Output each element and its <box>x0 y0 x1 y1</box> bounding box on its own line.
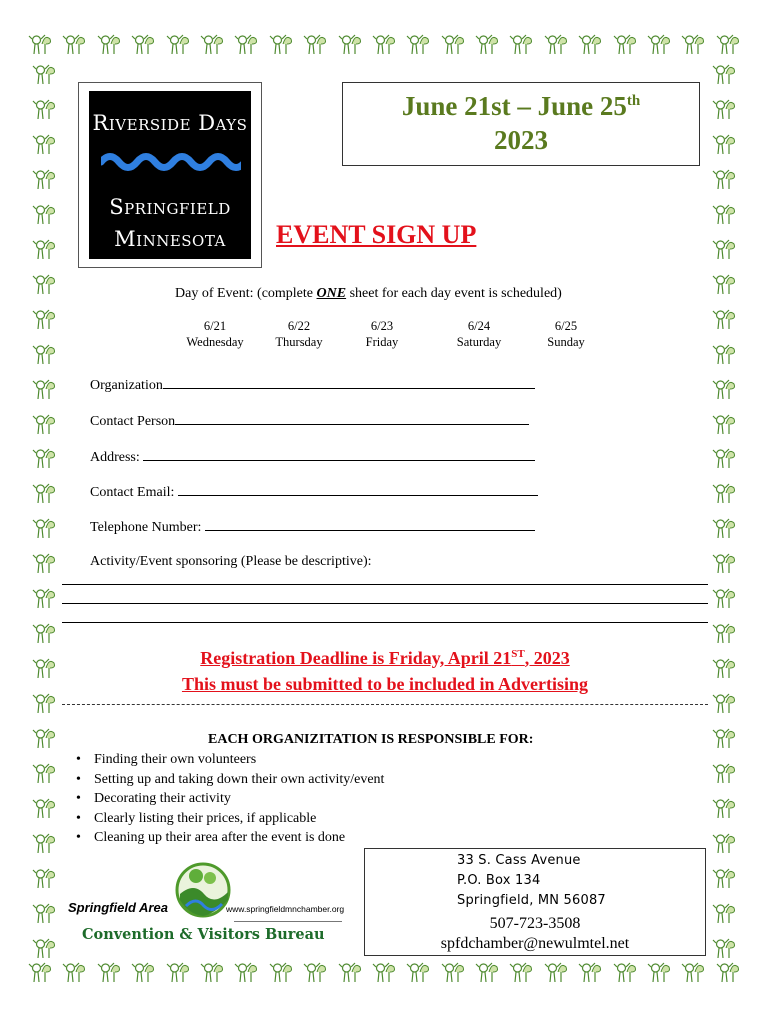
phone-label: Telephone Number: <box>90 520 202 535</box>
organization-field <box>90 376 535 394</box>
tree-figure-icon <box>28 30 54 60</box>
list-item: • Cleaning up their area after the event is done <box>76 828 384 848</box>
tree-figure-icon <box>338 958 364 988</box>
logo-text-springfield: Springfield <box>109 195 231 219</box>
tree-figure-icon <box>712 829 742 855</box>
day-name: Thursday <box>275 335 323 349</box>
tree-figure-icon <box>712 95 742 121</box>
tree-figure-icon <box>32 340 62 366</box>
tree-figure-icon <box>712 60 742 86</box>
day-note-after: sheet for each day event is scheduled) <box>346 286 562 301</box>
date-range-suffix: th <box>626 93 641 109</box>
date-range-text: June 21st – June 25 <box>401 91 627 121</box>
tree-figure-icon <box>712 934 742 960</box>
tree-figure-icon <box>372 30 398 60</box>
day-of-event-note <box>175 286 562 302</box>
tree-figure-icon <box>647 958 673 988</box>
tree-figure-icon <box>32 934 62 960</box>
tree-figure-icon <box>681 958 707 988</box>
deadline-text: Registration Deadline is Friday, April 21 <box>200 648 512 668</box>
day-option-fri[interactable] <box>337 318 427 350</box>
day-date: 6/23 <box>370 319 394 333</box>
tree-figure-icon <box>712 584 742 610</box>
tree-figure-icon <box>475 30 501 60</box>
tree-figure-icon <box>712 165 742 191</box>
tree-figure-icon <box>578 958 604 988</box>
tree-figure-icon <box>712 305 742 331</box>
wave-icon <box>101 147 241 177</box>
tree-figure-icon <box>32 130 62 156</box>
tree-figure-icon <box>712 200 742 226</box>
city-state-zip: Springfield, MN 56087 <box>457 893 606 908</box>
border-right <box>712 60 742 960</box>
organization-label: Organization <box>90 378 163 393</box>
tree-figure-icon <box>200 958 226 988</box>
tree-figure-icon <box>32 899 62 925</box>
tree-figure-icon <box>32 584 62 610</box>
cvb-divider <box>234 921 342 922</box>
tree-figure-icon <box>712 514 742 540</box>
day-date: 6/21 <box>203 319 227 333</box>
tree-figure-icon <box>544 30 570 60</box>
address-label: Address: <box>90 450 140 465</box>
responsibilities-heading: EACH ORGANIZITATION IS RESPONSIBLE FOR: <box>208 732 534 747</box>
day-note-emphasis: ONE <box>316 286 347 301</box>
day-note-before: Day of Event: (complete <box>175 286 317 301</box>
tree-figure-icon <box>32 549 62 575</box>
tree-figure-icon <box>303 958 329 988</box>
tree-figure-icon <box>712 444 742 470</box>
tree-figure-icon <box>716 958 742 988</box>
day-option-sat[interactable] <box>434 318 524 350</box>
email-field <box>90 483 538 501</box>
day-name: Saturday <box>456 335 502 349</box>
tree-figure-icon <box>509 958 535 988</box>
cvb-name: Springfield Area <box>68 900 168 915</box>
tree-figure-icon <box>372 958 398 988</box>
riverside-days-logo <box>78 82 262 268</box>
contact-email[interactable]: spfdchamber@newulmtel.net <box>440 935 630 952</box>
registration-deadline <box>0 648 770 669</box>
po-box: P.O. Box 134 <box>457 873 541 888</box>
tree-figure-icon <box>97 958 123 988</box>
tree-figure-icon <box>32 305 62 331</box>
tree-figure-icon <box>338 30 364 60</box>
tree-figure-icon <box>712 340 742 366</box>
day-date: 6/25 <box>554 319 578 333</box>
tree-figure-icon <box>712 759 742 785</box>
tree-figure-icon <box>613 30 639 60</box>
tree-figure-icon <box>509 30 535 60</box>
tree-figure-icon <box>712 479 742 505</box>
day-option-wed[interactable] <box>170 318 260 350</box>
tree-figure-icon <box>166 958 192 988</box>
tree-figure-icon <box>32 619 62 645</box>
tree-figure-icon <box>62 30 88 60</box>
tree-figure-icon <box>712 375 742 401</box>
logo-text-riverside: Riverside Days <box>92 111 248 135</box>
tree-figure-icon <box>647 30 673 60</box>
tree-figure-icon <box>712 899 742 925</box>
deadline-year: , 2023 <box>524 648 570 668</box>
activity-label: Activity/Event sponsoring (Please be descriptive): <box>90 554 372 569</box>
street-address: 33 S. Cass Avenue <box>457 853 581 868</box>
border-top <box>28 30 742 60</box>
tree-figure-icon <box>544 958 570 988</box>
event-dates-box <box>342 82 700 166</box>
tree-figure-icon <box>166 30 192 60</box>
tree-figure-icon <box>32 759 62 785</box>
tree-figure-icon <box>234 958 260 988</box>
contact-person-field <box>90 412 529 430</box>
tree-figure-icon <box>712 235 742 261</box>
address-field <box>90 448 535 466</box>
phone-field <box>90 518 535 536</box>
tree-figure-icon <box>441 30 467 60</box>
tree-figure-icon <box>32 410 62 436</box>
tree-figure-icon <box>32 235 62 261</box>
border-left <box>32 60 62 960</box>
tree-figure-icon <box>712 410 742 436</box>
responsibilities-list <box>76 750 384 848</box>
cut-line-divider <box>62 704 708 705</box>
tree-figure-icon <box>406 958 432 988</box>
day-option-thu[interactable] <box>254 318 344 350</box>
tree-figure-icon <box>716 30 742 60</box>
list-item: • Decorating their activity <box>76 789 384 809</box>
day-name: Wednesday <box>186 335 244 349</box>
advertising-notice: This must be submitted to be included in Advertising <box>181 674 589 694</box>
tree-figure-icon <box>32 829 62 855</box>
phone-input-line[interactable] <box>205 518 535 531</box>
tree-figure-icon <box>681 30 707 60</box>
tree-figure-icon <box>32 794 62 820</box>
tree-figure-icon <box>32 724 62 750</box>
tree-figure-icon <box>712 864 742 890</box>
list-item: • Setting up and taking down their own activity/event <box>76 770 384 790</box>
tree-figure-icon <box>712 270 742 296</box>
tree-figure-icon <box>712 130 742 156</box>
contact-person-label: Contact Person <box>90 414 176 429</box>
tree-figure-icon <box>441 958 467 988</box>
cvb-logo <box>64 858 348 954</box>
day-date: 6/24 <box>467 319 491 333</box>
tree-figure-icon <box>475 958 501 988</box>
tree-figure-icon <box>32 479 62 505</box>
tree-figure-icon <box>32 444 62 470</box>
globe-emblem-icon <box>174 860 232 920</box>
contact-info-box <box>364 848 706 956</box>
email-label: Contact Email: <box>90 485 175 500</box>
tree-figure-icon <box>234 30 260 60</box>
deadline-suffix: ST <box>511 648 525 660</box>
activity-input-line[interactable] <box>62 622 708 623</box>
tree-figure-icon <box>32 375 62 401</box>
tree-figure-icon <box>578 30 604 60</box>
email-input-line[interactable] <box>178 483 538 496</box>
tree-figure-icon <box>32 864 62 890</box>
contact-phone: 507-723-3508 <box>489 915 581 932</box>
date-range <box>343 89 699 123</box>
day-name: Friday <box>365 335 399 349</box>
tree-figure-icon <box>200 30 226 60</box>
tree-figure-icon <box>32 95 62 121</box>
contact-person-input-line[interactable] <box>175 412 529 425</box>
tree-figure-icon <box>303 30 329 60</box>
organization-input-line[interactable] <box>163 376 535 389</box>
tree-figure-icon <box>712 724 742 750</box>
list-item: • Finding their own volunteers <box>76 750 384 770</box>
day-name: Sunday <box>547 335 585 349</box>
tree-figure-icon <box>97 30 123 60</box>
logo-text-minnesota: Minnesota <box>114 227 226 251</box>
tree-figure-icon <box>32 514 62 540</box>
activity-input-line[interactable] <box>62 603 708 604</box>
tree-figure-icon <box>269 30 295 60</box>
cvb-bureau-name: Convention & Visitors Bureau <box>82 926 325 943</box>
tree-figure-icon <box>712 794 742 820</box>
tree-figure-icon <box>28 958 54 988</box>
tree-figure-icon <box>613 958 639 988</box>
tree-figure-icon <box>131 30 157 60</box>
tree-figure-icon <box>712 549 742 575</box>
tree-figure-icon <box>32 60 62 86</box>
tree-figure-icon <box>32 270 62 296</box>
logo-panel <box>89 91 251 259</box>
tree-figure-icon <box>62 958 88 988</box>
list-item: • Clearly listing their prices, if applicable <box>76 809 384 829</box>
address-input-line[interactable] <box>143 448 535 461</box>
tree-figure-icon <box>406 30 432 60</box>
tree-figure-icon <box>32 165 62 191</box>
day-date: 6/22 <box>287 319 311 333</box>
tree-figure-icon <box>32 200 62 226</box>
cvb-url: www.springfieldmnchamber.org <box>226 904 345 914</box>
tree-figure-icon <box>712 619 742 645</box>
tree-figure-icon <box>269 958 295 988</box>
tree-figure-icon <box>131 958 157 988</box>
activity-input-line[interactable] <box>62 584 708 585</box>
border-bottom <box>28 958 742 988</box>
page-title: EVENT SIGN UP <box>276 220 477 249</box>
day-option-sun[interactable] <box>521 318 611 350</box>
event-year: 2023 <box>494 125 548 155</box>
